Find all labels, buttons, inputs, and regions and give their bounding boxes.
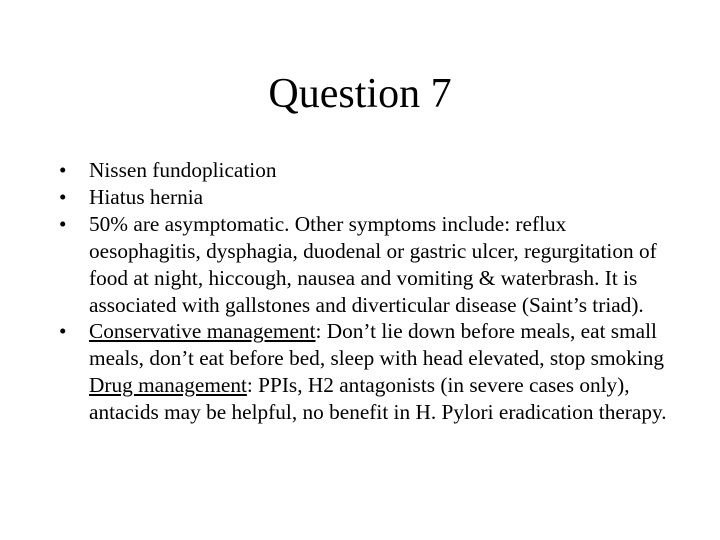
bullet-item-symptoms bbox=[54, 211, 674, 319]
bullet-item-management bbox=[54, 318, 674, 426]
conservative-management-paragraph bbox=[89, 318, 674, 372]
bullet-point-icon: • bbox=[59, 211, 67, 236]
bullet-text: 50% are asymptomatic. Other symptoms include: reflux oesophagitis, dysphagia, duodenal or gastric ulcer, regurgitation of food at night, hiccough, nausea and vomiting & waterbrash. It is associated with gallstones and diverticular disease (Saint’s triad). bbox=[89, 211, 657, 317]
conservative-management-text: : Don’t lie down before meals, eat small meals, don’t eat before bed, sleep with head elevated, stop smoking bbox=[89, 319, 665, 371]
bullet-point-icon: • bbox=[59, 184, 67, 209]
bullet-text: Nissen fundoplication bbox=[89, 158, 277, 182]
bullet-text: Hiatus hernia bbox=[89, 184, 204, 209]
bullet-item-diagnosis bbox=[54, 184, 674, 211]
drug-management-text: : PPIs, H2 antagonists (in severe cases only), antacids may be helpful, no benefit in H. Pylori eradication therapy. bbox=[89, 373, 667, 425]
bullet-point-icon: • bbox=[59, 158, 67, 182]
conservative-management-heading: Conservative management bbox=[89, 319, 316, 344]
bullet-list bbox=[54, 157, 674, 426]
bullet-point-icon: • bbox=[59, 319, 67, 344]
bullet-item-procedure bbox=[54, 157, 674, 184]
slide-title: Question 7 bbox=[268, 71, 452, 117]
drug-management-heading: Drug management bbox=[89, 373, 247, 398]
drug-management-paragraph bbox=[89, 372, 674, 426]
